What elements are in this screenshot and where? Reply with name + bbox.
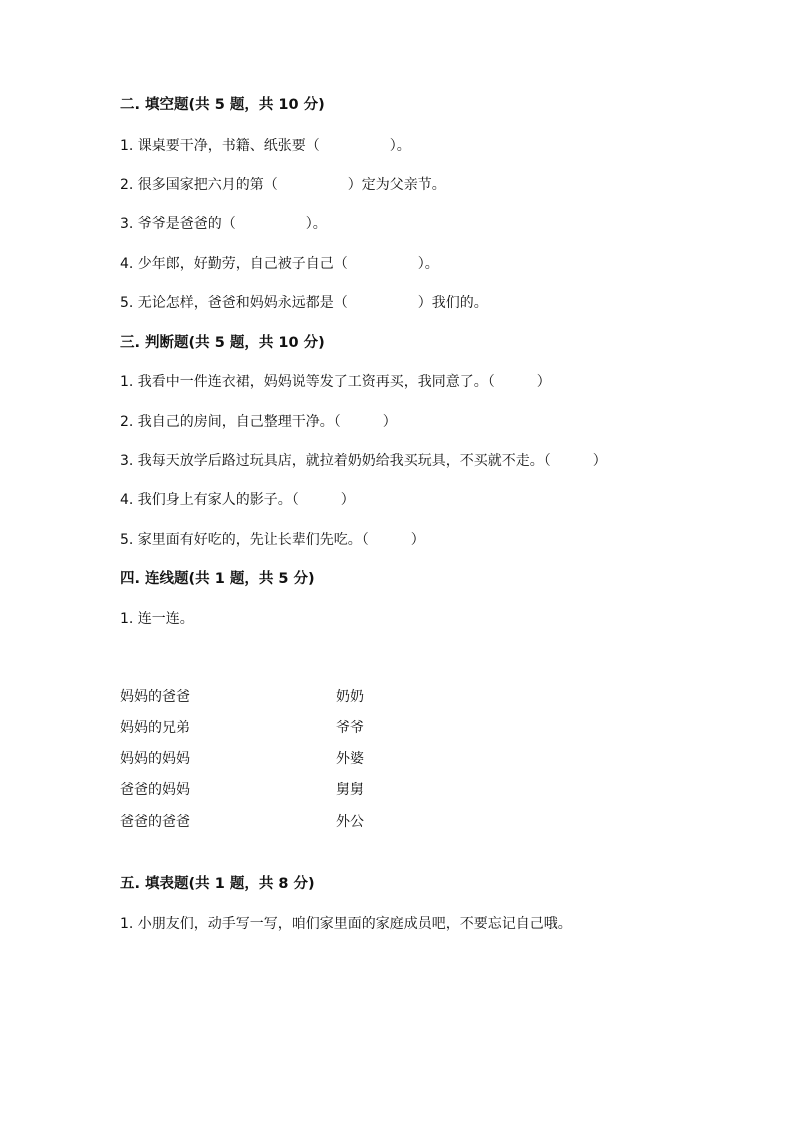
section-heading-table-fill: 五. 填表题(共 1 题，共 8 分): [120, 876, 315, 892]
matching-right-item: 奶奶: [336, 689, 364, 705]
matching-right-item: 爷爷: [336, 720, 364, 736]
true-false-question-3: 3. 我每天放学后路过玩具店，就拉着奶奶给我买玩具，不买就不走。（ ）: [120, 453, 607, 469]
matching-right-item: 外公: [336, 814, 364, 830]
fill-blank-question-2: 2. 很多国家把六月的第（ ）定为父亲节。: [120, 177, 446, 193]
matching-left-item: 爸爸的爸爸: [120, 814, 190, 830]
fill-blank-question-4: 4. 少年郎，好勤劳，自己被子自己（ ）。: [120, 256, 439, 272]
true-false-question-1: 1. 我看中一件连衣裙，妈妈说等发了工资再买，我同意了。（ ）: [120, 374, 551, 390]
matching-left-item: 爸爸的妈妈: [120, 782, 190, 798]
matching-right-item: 舅舅: [336, 782, 364, 798]
matching-prompt: 1. 连一连。: [120, 611, 194, 627]
matching-right-item: 外婆: [336, 751, 364, 767]
matching-left-item: 妈妈的妈妈: [120, 751, 190, 767]
section-heading-true-false: 三. 判断题(共 5 题，共 10 分): [120, 335, 325, 351]
matching-left-item: 妈妈的兄弟: [120, 720, 190, 736]
section-heading-matching: 四. 连线题(共 1 题，共 5 分): [120, 571, 315, 587]
fill-blank-question-3: 3. 爷爷是爸爸的（ ）。: [120, 216, 327, 232]
true-false-question-4: 4. 我们身上有家人的影子。（ ）: [120, 492, 355, 508]
section-heading-fill-blank: 二. 填空题(共 5 题，共 10 分): [120, 97, 325, 113]
true-false-question-5: 5. 家里面有好吃的，先让长辈们先吃。（ ）: [120, 532, 425, 548]
true-false-question-2: 2. 我自己的房间，自己整理干净。（ ）: [120, 414, 397, 430]
matching-left-item: 妈妈的爸爸: [120, 689, 190, 705]
table-fill-prompt: 1. 小朋友们，动手写一写，咱们家里面的家庭成员吧，不要忘记自己哦。: [120, 916, 572, 932]
fill-blank-question-5: 5. 无论怎样，爸爸和妈妈永远都是（ ）我们的。: [120, 295, 488, 311]
fill-blank-question-1: 1. 课桌要干净，书籍、纸张要（ ）。: [120, 138, 411, 154]
